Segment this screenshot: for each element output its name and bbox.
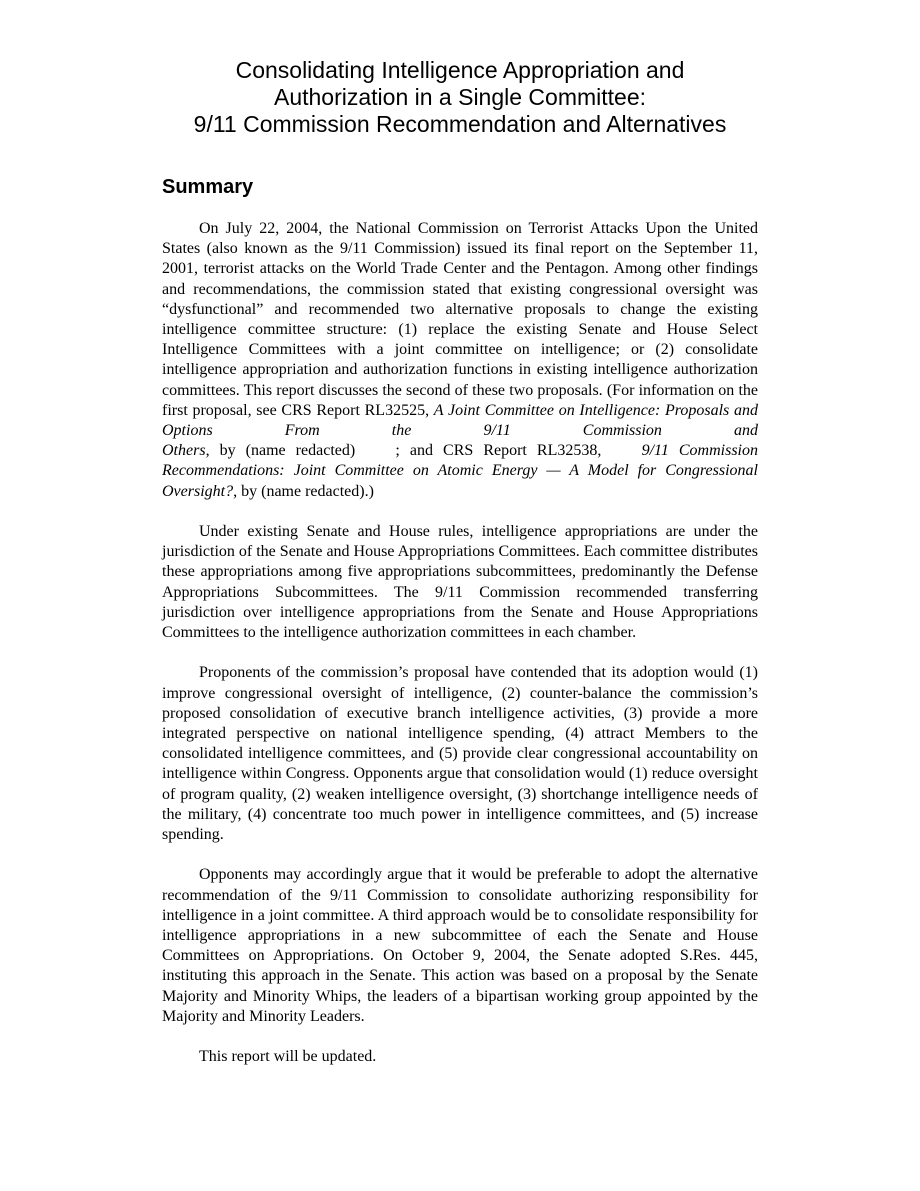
title-line-2: Authorization in a Single Committee: xyxy=(273,84,647,110)
p1-italic-report-title-a: A Joint Committee on Intelligence: Proposals and Options From the 9/11 Commission and Others xyxy=(162,401,758,460)
p1-italic-report-title-b: 9/11 Commission Recommendations: Joint Committee on Atomic Energy — A Model for Congressional Oversight? xyxy=(162,442,758,500)
summary-paragraph-2: Under existing Senate and House rules, intelligence appropriations are under the jurisdiction of the Senate and House Appropriations Committees. Each committee distributes these appropriations among five appropriations subcommittees, predominantly the Defense Appropriations Subcommittees. The 9/11 Commission recommended transferring jurisdiction over intelligence appropriations from the Senate and House Appropriations Committees to the intelligence authorization committees in each chamber. xyxy=(162,523,758,642)
summary-paragraph-1 xyxy=(162,219,758,502)
summary-paragraph-5: This report will be updated. xyxy=(199,1048,377,1066)
summary-paragraph-3: Proponents of the commission’s proposal have contended that its adoption would (1) improve congressional oversight of intelligence, (2) counter-balance the commission’s proposed consolidation of executive branch intelligence activities, (3) provide a more integrated perspective on national intelligence spending, (4) attract Members to the consolidated intelligence committees, and (5) provide clear congressional accountability on intelligence within Congress. Opponents argue that consolidation would (1) reduce oversight of program quality, (2) weaken intelligence oversight, (3) shortchange intelligence needs of the military, (4) concentrate too much power in intelligence committees, and (5) increase spending. xyxy=(162,664,758,844)
summary-body xyxy=(162,219,758,1067)
report-title xyxy=(110,57,810,138)
p1-text-c: , by (name redacted).) xyxy=(233,482,374,500)
title-line-1: Consolidating Intelligence Appropriation and xyxy=(235,57,685,83)
p1-text-b: , by (name redacted) ; and CRS Report RL32538, xyxy=(205,442,642,460)
title-line-3: 9/11 Commission Recommendation and Alternatives xyxy=(193,111,727,137)
p1-text-a: On July 22, 2004, the National Commission on Terrorist Attacks Upon the United States (also known as the 9/11 Commission) issued its final report on the September 11, 2001, terrorist attacks on the World Trade Center and the Pentagon. Among other findings and recommendations, the commission stated that existing congressional oversight was “dysfunctional” and recommended two alternative proposals to change the existing intelligence committee structure: (1) replace the existing Senate and House Select Intelligence Committees with a joint committee on intelligence; or (2) consolidate intelligence appropriation and authorization functions in existing intelligence authorization committees. This report discusses the second of these two proposals. (For information on the first proposal, see CRS Report RL32525, xyxy=(162,220,758,419)
summary-heading: Summary xyxy=(162,176,254,198)
summary-paragraph-4: Opponents may accordingly argue that it would be preferable to adopt the alternative recommendation of the 9/11 Commission to consolidate authorizing responsibility for intelligence in a joint committee. A third approach would be to consolidate responsibility for intelligence appropriations in a new subcommittee of each the Senate and House Committees on Appropriations. On October 9, 2004, the Senate adopted S.Res. 445, instituting this approach in the Senate. This action was based on a proposal by the Senate Majority and Minority Whips, the leaders of a bipartisan working group appointed by the Majority and Minority Leaders. xyxy=(162,866,758,1025)
